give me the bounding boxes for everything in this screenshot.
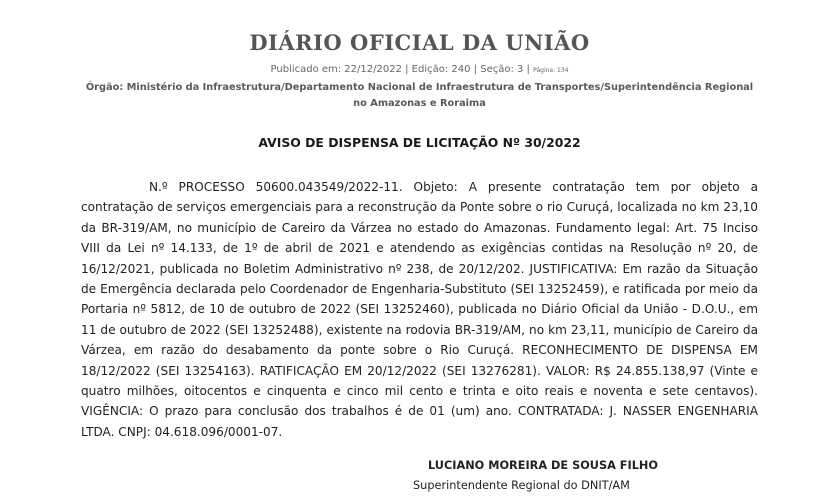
signer-role: Superintendente Regional do DNIT/AM [413, 479, 630, 492]
document-title: AVISO DE DISPENSA DE LICITAÇÃO Nº 30/2022 [258, 135, 581, 150]
document-body: N.º PROCESSO 50600.043549/2022-11. Objeto: A presente contratação tem por objeto a contratação de serviços emergenciais para a reconstrução da Ponte sobre o rio Curuçá, localizada no km 23,10 da BR-319/AM, no município de Careiro da Várzea no estado do Amazonas. Fundamento legal: Art. 75 Inciso VIII da Lei nº 14.133, de 1º de abril de 2021 e atendendo as exigências contidas na Resolução nº 20, de 16/12/2021, publicada no Boletim Administrativo nº 238, de 20/12/202. JUSTIFICATIVA: Em razão da Situação de Emergência declarada pelo Coordenador de Engenharia-Substituto (SEI 13252459), e ratificada por meio da Portaria nº 5812, de 10 de outubro de 2022 (SEI 13252460), publicada no Diário Oficial da União - D.O.U., em 11 de outubro de 2022 (SEI 13252488), existente na rodovia BR-319/AM, no km 23,11, município de Careiro da Várzea, em razão do desabamento da ponte sobre o Rio Curuçá. RECONHECIMENTO DE DISPENSA EM 18/12/2022 (SEI 13254163). RATIFICAÇÃO EM 20/12/2022 (SEI 13276281). VALOR: R$ 24.855.138,97 (Vinte e quatro milhões, oitocentos e cinquenta e cinco mil cento e trinta e oito reais e noventa e sete centavos). VIGÊNCIA: O prazo para conclusão dos trabalhos é de 01 (um) ano. CONTRATADA: J. NASSER ENGENHARIA LTDA. CNPJ: 04.618.096/0001-07. [81, 180, 758, 439]
organ-info: Órgão: Ministério da Infraestrutura/Departamento Nacional de Infraestrutura de Transportes/Superintendência Regional no Amazonas e Roraima [85, 82, 754, 109]
publication-details: Publicado em: 22/12/2022 | Edição: 240 | Seção: 3 | [270, 64, 534, 75]
signer-name: LUCIANO MOREIRA DE SOUSA FILHO [428, 459, 658, 472]
masthead-title: DIÁRIO OFICIAL DA UNIÃO [249, 30, 590, 55]
page-number: Página: 134 [533, 67, 569, 74]
publication-info [0, 64, 839, 75]
